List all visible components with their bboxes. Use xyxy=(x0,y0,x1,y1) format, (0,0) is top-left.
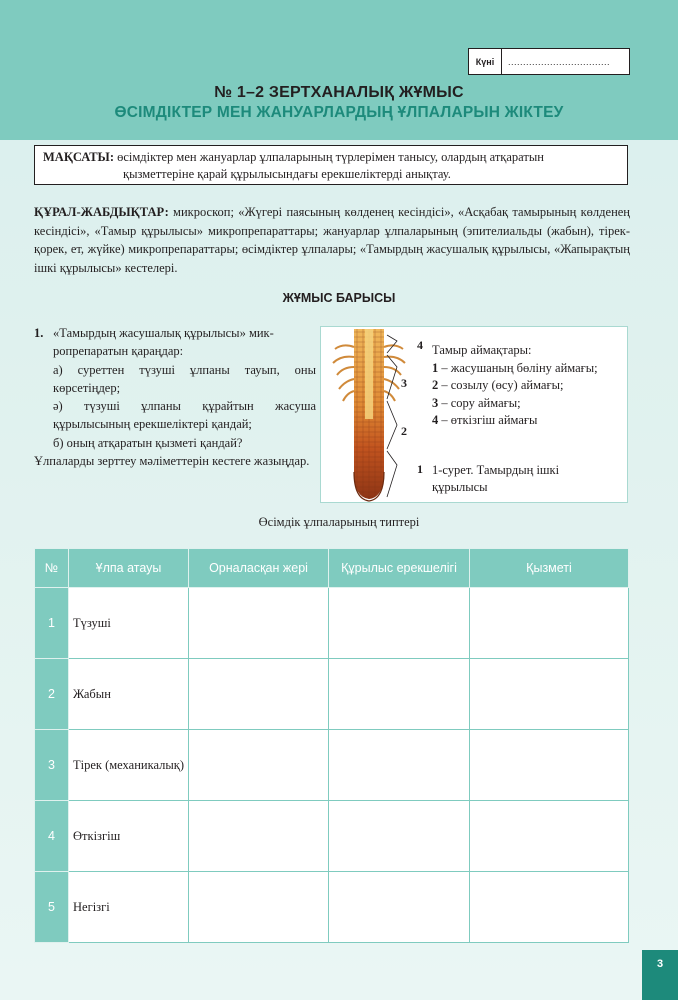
task-closing: Ұлпаларды зерттеу мәліметтерін кестеге жазыңдар. xyxy=(34,454,310,469)
location-cell[interactable] xyxy=(189,588,329,659)
table-row xyxy=(35,659,629,730)
function-cell[interactable] xyxy=(470,659,629,730)
row-number: 2 xyxy=(35,659,69,730)
table-title: Өсімдік ұлпаларының типтері xyxy=(258,515,420,529)
table-header-row xyxy=(35,549,629,588)
task-intro-2: ропрепаратын қараңдар: xyxy=(53,344,184,359)
function-cell[interactable] xyxy=(470,730,629,801)
procedure-heading: ЖҰМЫС БАРЫСЫ xyxy=(282,291,396,305)
tissue-name: Негізгі xyxy=(69,872,189,943)
table-row xyxy=(35,588,629,659)
function-cell[interactable] xyxy=(470,872,629,943)
goal-text-2: қызметтеріне қарай құрылысындағы ерекшеліктерді анықтау. xyxy=(123,167,451,181)
row-number: 4 xyxy=(35,801,69,872)
task-intro-1: «Тамырдың жасушалық құрылысы» мик- xyxy=(53,326,274,340)
zone-legend-title: Тамыр аймақтары: xyxy=(432,343,532,357)
equipment-paragraph xyxy=(34,203,630,278)
row-number: 1 xyxy=(35,588,69,659)
zone-legend xyxy=(432,342,598,430)
tissue-name: Түзуші xyxy=(69,588,189,659)
figure-caption: 1-сурет. Тамырдың ішкі құрылысы xyxy=(432,463,560,494)
row-number: 3 xyxy=(35,730,69,801)
col-header-function: Қызметі xyxy=(470,549,629,588)
function-cell[interactable] xyxy=(470,588,629,659)
lab-work-title: № 1–2 ЗЕРТХАНАЛЫҚ ЖҰМЫС xyxy=(214,84,464,101)
location-cell[interactable] xyxy=(189,801,329,872)
zone-legend-item: 3 – сору аймағы; xyxy=(432,395,521,410)
table-row xyxy=(35,730,629,801)
tissue-table xyxy=(34,548,629,943)
location-cell[interactable] xyxy=(189,872,329,943)
function-cell[interactable] xyxy=(470,801,629,872)
zone-label-2: 2 xyxy=(401,424,407,438)
location-cell[interactable] xyxy=(189,730,329,801)
table-row xyxy=(35,801,629,872)
goal-text-1: өсімдіктер мен жануарлар ұлпаларының түрлерімен танысу, олардың атқаратын xyxy=(117,150,544,164)
task-sub-a: а) суреттен түзуші ұлпаны тауып, оны көрсетіңдер; xyxy=(53,362,316,395)
structure-cell[interactable] xyxy=(329,801,470,872)
task-1 xyxy=(34,324,316,470)
page-number: 3 xyxy=(642,950,678,1000)
task-number: 1. xyxy=(34,326,44,340)
lab-work-subtitle: ӨСІМДІКТЕР МЕН ЖАНУАРЛАРДЫҢ ҰЛПАЛАРЫН ЖІКТЕУ xyxy=(114,104,564,121)
tissue-name: Тірек (механикалық) xyxy=(69,730,189,801)
structure-cell[interactable] xyxy=(329,730,470,801)
zone-brackets xyxy=(387,335,397,497)
date-field[interactable]: .................................. xyxy=(508,56,611,67)
zone-label-4: 4 xyxy=(417,338,423,352)
date-label: Күні xyxy=(469,49,502,74)
tissue-name: Өткізгіш xyxy=(69,801,189,872)
table-row xyxy=(35,872,629,943)
task-sub-b: б) оның атқаратын қызметі қандай? xyxy=(53,435,243,450)
col-header-name: Ұлпа атауы xyxy=(69,549,189,588)
equipment-label: ҚҰРАЛ-ЖАБДЫҚТАР: xyxy=(34,205,169,219)
structure-cell[interactable] xyxy=(329,872,470,943)
date-box[interactable] xyxy=(468,48,630,75)
goal-box xyxy=(34,145,628,185)
task-sub-ae: ә) түзуші ұлпаны құрайтын жасуша құрылысының ерекшеліктері қандай; xyxy=(53,399,316,432)
location-cell[interactable] xyxy=(189,659,329,730)
tissue-name: Жабын xyxy=(69,659,189,730)
equipment-text: микроскоп; «Жүгері паясының көлденең кесіндісі», «Асқабақ тамырының көлденең кесіндісі», «Тамыр құрылысы» микропрепараттары; жануарлар ұлпаларының (эпителиальды (жабын), тірек-қорек, ет, жүйке) микропрепараттары; өсімдіктер ұлпалары; «Тамырдың жасушалық құрылысы, «Жапырақтың ішкі құрылысы» кестелері. xyxy=(34,205,630,276)
col-header-location: Орналасқан жері xyxy=(189,549,329,588)
goal-label: МАҚСАТЫ: xyxy=(43,150,114,164)
col-header-number: № xyxy=(35,549,69,588)
zone-label-3: 3 xyxy=(401,376,407,390)
col-header-structure: Құрылыс ерекшелігі xyxy=(329,549,470,588)
zone-label-1: 1 xyxy=(417,462,423,476)
row-number: 5 xyxy=(35,872,69,943)
zone-legend-item: 4 – өткізгіш аймағы xyxy=(432,413,538,428)
zone-legend-item: 2 – созылу (өсу) аймағы; xyxy=(432,378,564,393)
structure-cell[interactable] xyxy=(329,659,470,730)
zone-legend-item: 1 – жасушаның бөліну аймағы; xyxy=(432,360,598,375)
structure-cell[interactable] xyxy=(329,588,470,659)
